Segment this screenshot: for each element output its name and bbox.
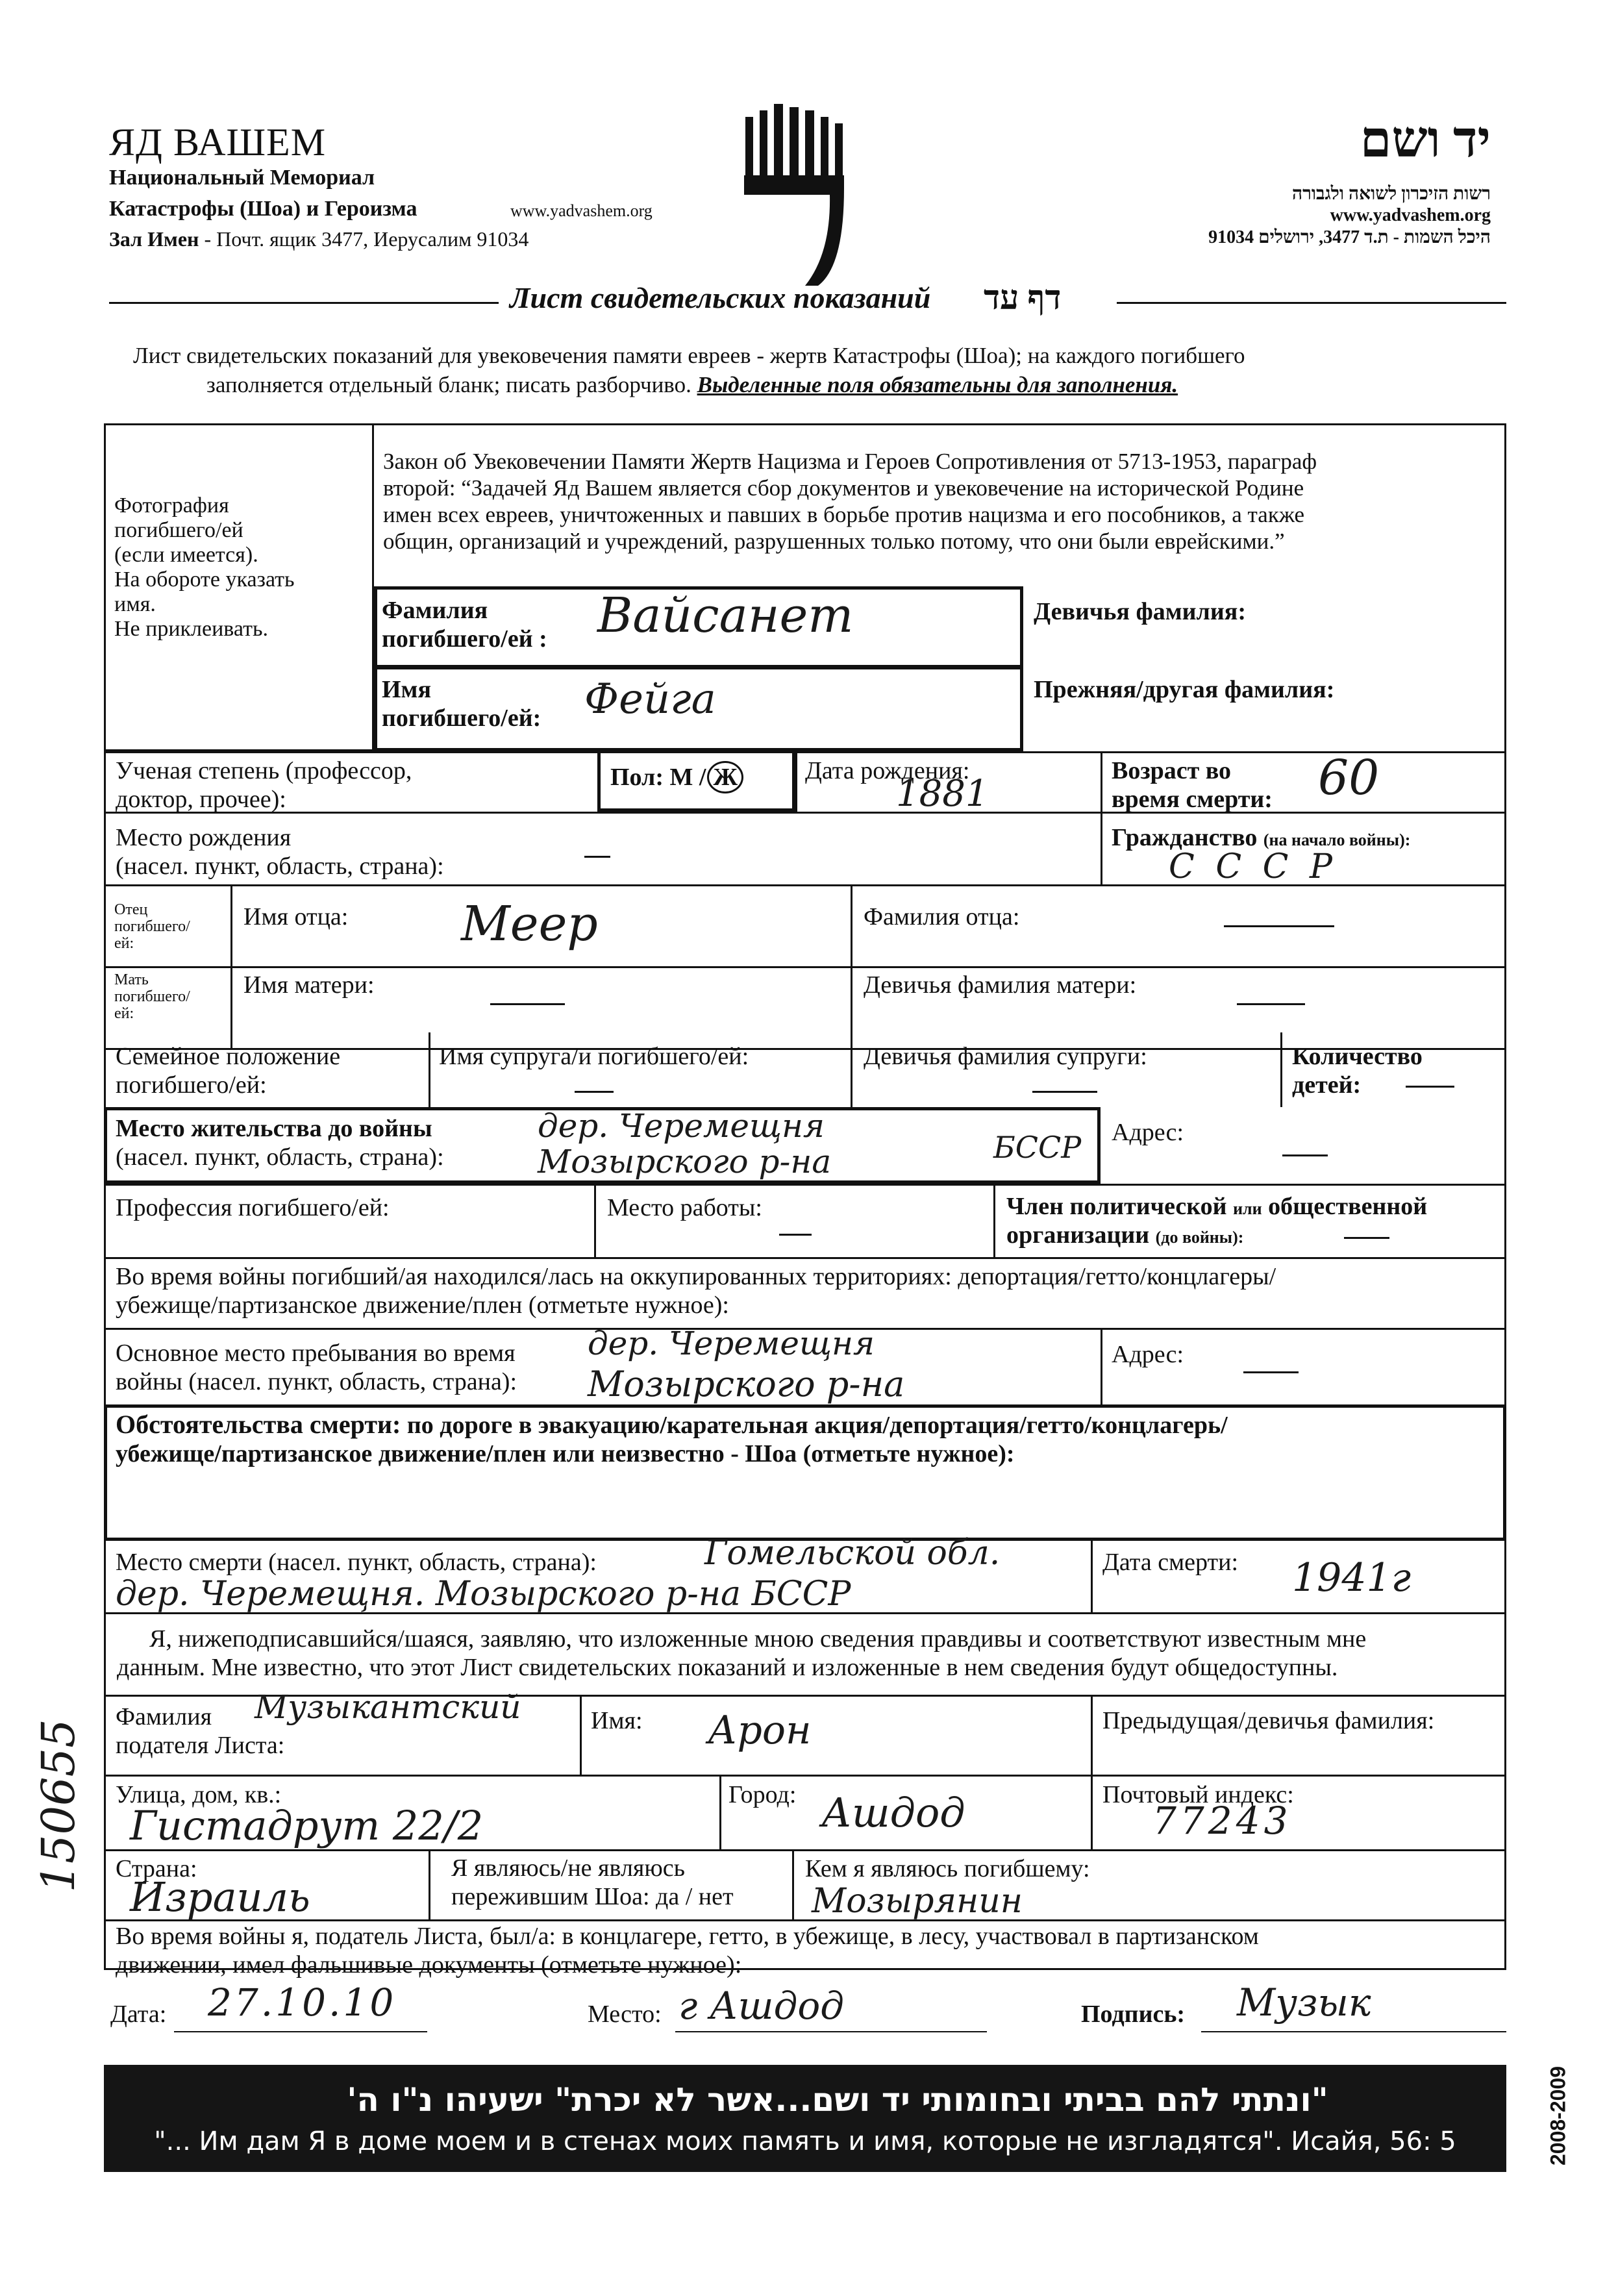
birthplace-label-2: (насел. пункт, область, страна): xyxy=(116,853,444,880)
sheet-title: Лист свидетельских показаний xyxy=(510,281,931,314)
row-rule-13 xyxy=(104,1919,1506,1921)
birthplace-label-1: Место рождения xyxy=(116,824,292,851)
org-title-he: יד ושם xyxy=(1360,111,1491,168)
v-submitter-prev xyxy=(1091,1695,1093,1775)
submitter-wartime-label xyxy=(116,1922,1259,1979)
org-subtitle-1: Национальный Мемориал xyxy=(109,166,375,190)
marital-label-1: Семейное положение xyxy=(116,1043,341,1070)
age-label xyxy=(1112,756,1273,814)
title-rule-left xyxy=(109,302,499,304)
circumstances-label xyxy=(116,1410,1228,1468)
mainplace-label-1: Основное место пребывания во время xyxy=(116,1340,516,1367)
survivor-label xyxy=(451,1854,734,1911)
submitter-wartime-2: движении, имел фальшивые документы (отметьте нужное): xyxy=(116,1951,742,1978)
v-birthdate-left xyxy=(795,751,797,812)
date-label: Дата: xyxy=(110,2001,167,2028)
residence-value-3: БССР xyxy=(993,1130,1082,1165)
photo-line-5: имя. xyxy=(114,592,156,616)
intro-line-1: Лист свидетельских показаний для увековечения памяти евреев - жертв Катастрофы (Шоа); на каждого погибшего xyxy=(133,343,1245,368)
place-line xyxy=(675,2031,987,2032)
father-surname-dash xyxy=(1224,925,1334,927)
sex-label-text: Пол: М / xyxy=(610,764,706,791)
spouse-maiden-label: Девичья фамилия супруги: xyxy=(864,1043,1147,1070)
surname-label xyxy=(382,596,547,653)
mother-name-label: Имя матери: xyxy=(243,971,375,999)
firstname-label-2: погибшего/ей: xyxy=(382,705,541,732)
org-subtitle-2: Катастрофы (Шоа) и Героизма xyxy=(109,197,417,221)
marital-label-2: погибшего/ей: xyxy=(116,1071,267,1099)
row-rule-11 xyxy=(104,1775,1506,1777)
footer-quote-he: "ונתתי להם בביתי ובחומותי יד ושם...אשר לא יכרת" ישעיהו נ"ו ה' xyxy=(347,2081,1328,2119)
age-value: 60 xyxy=(1318,750,1380,806)
photo-instructions xyxy=(114,493,295,642)
citizenship-value: С С С Р xyxy=(1169,847,1338,886)
sheet-title-he: דף עד xyxy=(984,280,1062,317)
circumstances-options: по дороге в эвакуацию/карательная акция/депортация/гетто/концлагерь/ xyxy=(401,1412,1228,1439)
father-side-2: погибшего/ xyxy=(114,918,190,935)
degree-label xyxy=(116,756,412,814)
record-number: 150655 xyxy=(32,1719,85,1893)
father-surname-label: Фамилия отца: xyxy=(864,903,1020,930)
submitter-surname-label-1: Фамилия xyxy=(116,1703,212,1730)
firstname-value: Фейга xyxy=(584,675,716,723)
v-age-left xyxy=(1101,751,1102,812)
v-workplace xyxy=(594,1184,596,1257)
mother-side-1: Мать xyxy=(114,971,149,988)
member-public: общественной xyxy=(1268,1193,1428,1220)
mainplace-address-label: Адрес: xyxy=(1112,1341,1184,1368)
postal-address: - Почт. ящик 3477, Иерусалим 91034 xyxy=(199,227,529,251)
mainplace-value-1: дер. Черемещня xyxy=(588,1325,875,1362)
father-side-1: Отец xyxy=(114,901,148,918)
relation-label: Кем я являюсь погибшему: xyxy=(805,1855,1090,1882)
member-label xyxy=(1006,1192,1427,1249)
street-value: Гистадрут 22/2 xyxy=(130,1802,484,1849)
degree-label-2: доктор, прочее): xyxy=(116,786,286,813)
deathplace-value-2: дер. Черемещня. Мозырского р-на БССР xyxy=(116,1575,851,1614)
member-prewar: (до войны): xyxy=(1155,1228,1244,1247)
v-zip xyxy=(1091,1775,1093,1849)
children-dash xyxy=(1406,1086,1454,1088)
org-he-line-3: היכל השמות - ת.ד 3477, ירושלים 91034 xyxy=(1208,227,1491,247)
law-text xyxy=(383,448,1317,555)
spouse-label: Имя супруга/и погибшего/ей: xyxy=(439,1043,749,1070)
citizenship-note: (на начало войны): xyxy=(1263,830,1411,849)
mother-maiden-dash xyxy=(1237,1003,1305,1005)
org-title-ru: ЯД ВАШЕМ xyxy=(109,121,327,164)
birthplace-label xyxy=(116,823,444,880)
hall-of-names: Зал Имен xyxy=(109,227,199,251)
firstname-label xyxy=(382,675,541,732)
photo-line-3: (если имеется). xyxy=(114,543,258,567)
residence-value-1: дер. Черемещня xyxy=(538,1107,825,1145)
city-label: Город: xyxy=(728,1781,797,1808)
deathplace-label: Место смерти (насел. пункт, область, страна): xyxy=(116,1549,597,1576)
v-citizenship-left xyxy=(1101,812,1102,884)
birthplace-dash xyxy=(584,856,610,858)
deathplace-value-1: Гомельской обл. xyxy=(704,1534,1001,1573)
v-spouse xyxy=(429,1032,430,1107)
v-father-surname xyxy=(851,884,852,966)
photo-line-2: погибшего/ей xyxy=(114,518,243,542)
workplace-dash xyxy=(779,1234,812,1236)
row-rule-12 xyxy=(104,1849,1506,1851)
country-value: Израиль xyxy=(130,1873,310,1921)
mother-maiden-label: Девичья фамилия матери: xyxy=(864,971,1137,999)
row-rule-4 xyxy=(104,966,1506,968)
birthdate-value: 1881 xyxy=(896,773,989,815)
age-label-2: время смерти: xyxy=(1112,786,1273,813)
yad-vashem-logo xyxy=(740,104,857,292)
residence-label-2: (насел. пункт, область, страна): xyxy=(116,1143,444,1171)
city-value: Ашдод xyxy=(821,1789,965,1836)
sex-value-female[interactable]: Ж xyxy=(707,761,743,793)
v-city xyxy=(719,1775,721,1849)
row-rule-2 xyxy=(104,812,1506,814)
row-rule-9 xyxy=(104,1612,1506,1614)
declaration-line-1: Я, нижеподписавшийся/шаяся, заявляю, что изложенные мною сведения правдивы и соответствуют известным мне xyxy=(149,1625,1367,1653)
v-relation xyxy=(792,1849,794,1919)
surname-label-2: погибшего/ей : xyxy=(382,625,547,653)
birthdate-label: Дата рождения: xyxy=(805,757,970,784)
title-rule-right xyxy=(1117,302,1506,304)
sex-label xyxy=(610,761,743,793)
submitter-surname-label-2: подателя Листа: xyxy=(116,1732,285,1759)
org-he-line-1: רשות הזיכרון לשואה ולגבורה xyxy=(1291,184,1491,204)
father-name-value: Меер xyxy=(461,896,598,952)
residence-label xyxy=(116,1114,444,1171)
law-line-3: имен всех евреев, уничтоженных и павших в борьбе против нацизма и его пособников, а также xyxy=(383,502,1305,527)
circumstances-label-1: Обстоятельства смерти: по дороге в эвакуацию/карательная акция/депортация/гетто/концлагерь/ xyxy=(116,1410,1228,1439)
v-spouse-maiden xyxy=(851,1032,852,1107)
age-label-1: Возраст во xyxy=(1112,757,1232,784)
v-submitter-name xyxy=(580,1695,582,1775)
degree-label-1: Ученая степень (профессор, xyxy=(116,757,412,784)
residence-label-1: Место жительства до войны xyxy=(116,1115,432,1142)
place-value: г Ашдод xyxy=(678,1984,845,2028)
org-he-line-2: www.yadvashem.org xyxy=(1330,205,1491,225)
law-line-4: общин, организаций и учреждений, разрушенных только потому, что они были еврейскими.” xyxy=(383,529,1285,554)
submitter-prev-label: Предыдущая/девичья фамилия: xyxy=(1102,1707,1435,1734)
footer-quote-ru: "... Им дам Я в доме моем и в стенах моих память и имя, которые не изгладятся". Исайя, 56: 5 xyxy=(154,2127,1456,2156)
photo-line-6: Не приклеивать. xyxy=(114,617,268,641)
row-rule-7 xyxy=(104,1257,1506,1259)
maiden-name-label: Девичья фамилия: xyxy=(1034,598,1246,625)
submitter-name-label: Имя: xyxy=(591,1707,643,1734)
deathdate-label: Дата смерти: xyxy=(1102,1549,1239,1576)
photo-line-1: Фотография xyxy=(114,493,229,518)
mother-name-dash xyxy=(490,1003,565,1005)
other-surname-label: Прежняя/другая фамилия: xyxy=(1034,676,1335,703)
row-rule-1 xyxy=(104,751,1506,753)
circumstances-label-2: убежище/партизанское движение/плен или неизвестно - Шоа (отметьте нужное): xyxy=(116,1440,1015,1467)
country-label: Страна: xyxy=(116,1855,197,1882)
submitter-wartime-1: Во время войны я, податель Листа, был/а: в концлагере, гетто, в убежище, в лесу, участвовал в партизанском xyxy=(116,1923,1259,1950)
profession-label: Профессия погибшего/ей: xyxy=(116,1194,390,1221)
spouse-maiden-dash xyxy=(1032,1091,1097,1093)
survivor-label-1: Я являюсь/не являюсь xyxy=(451,1854,685,1882)
declaration-text xyxy=(117,1625,1367,1682)
father-side-3: ей: xyxy=(114,935,134,952)
submitter-name-value: Арон xyxy=(708,1708,812,1753)
spouse-dash xyxy=(575,1091,614,1093)
wartime-label-1: Во время войны погибший/ая находился/лась на оккупированных территориях: депортация/гетто/концлагеры/ xyxy=(116,1263,1276,1290)
surname-label-1: Фамилия xyxy=(382,597,488,624)
mainplace-value-2: Мозырского р-на xyxy=(588,1364,905,1404)
wartime-label xyxy=(116,1262,1276,1319)
row-rule-3 xyxy=(104,884,1506,886)
signature-value: Музык xyxy=(1237,1980,1371,2025)
edition-years: 2008-2009 xyxy=(1546,2065,1570,2166)
zip-value: 77243 xyxy=(1152,1799,1292,1843)
submitter-surname-value: Музыкантский xyxy=(255,1688,521,1726)
row-rule-6 xyxy=(104,1184,1506,1186)
date-value: 27.10.10 xyxy=(208,1980,397,2025)
father-side-label xyxy=(114,901,190,952)
mainplace-label xyxy=(116,1339,517,1396)
relation-value: Мозырянин xyxy=(812,1882,1023,1921)
law-line-2: второй: “Задачей Яд Вашем является сбор документов и увековечение на исторической Родине xyxy=(383,475,1304,501)
member-or: или xyxy=(1233,1199,1262,1218)
date-line xyxy=(174,2031,427,2032)
citizenship-label-text: Гражданство xyxy=(1112,824,1258,851)
children-label xyxy=(1292,1042,1423,1099)
wartime-label-2: убежище/партизанское движение/плен (отметьте нужное): xyxy=(116,1292,729,1319)
zip-label: Почтовый индекс: xyxy=(1102,1781,1294,1808)
mother-side-3: ей: xyxy=(114,1005,134,1022)
intro-line-2 xyxy=(206,372,1178,398)
marital-label xyxy=(116,1042,340,1099)
org-address-line xyxy=(109,227,529,251)
signature-label: Подпись: xyxy=(1081,2001,1186,2028)
children-label-1: Количество xyxy=(1292,1043,1423,1070)
residence-value-2: Мозырского р-на xyxy=(538,1143,832,1180)
survivor-label-2[interactable]: пережившим Шоа: да / нет xyxy=(451,1883,734,1910)
declaration-line-2: данным. Мне известно, что этот Лист свидетельских показаний и изложенные в нем сведения будут общедоступны. xyxy=(117,1654,1338,1681)
mainplace-label-2: войны (насел. пункт, область, страна): xyxy=(116,1368,517,1395)
v-member xyxy=(993,1184,995,1257)
v-survivor xyxy=(429,1849,430,1919)
intro-legibility: заполняется отдельный бланк; писать разборчиво. xyxy=(206,372,691,397)
signature-line xyxy=(1201,2031,1506,2032)
member-dash xyxy=(1344,1237,1389,1239)
deathdate-value: 1941г xyxy=(1292,1555,1412,1601)
residence-address-label: Адрес: xyxy=(1112,1119,1184,1146)
photo-line-4: На обороте указать xyxy=(114,568,295,592)
street-label: Улица, дом, кв.: xyxy=(116,1781,282,1808)
v-mainplace-address xyxy=(1101,1328,1102,1404)
member-label-1: Член политической или общественной xyxy=(1006,1193,1428,1220)
member-label-2: организации (до войны): xyxy=(1006,1221,1244,1249)
residence-address-dash xyxy=(1282,1154,1328,1156)
workplace-label: Место работы: xyxy=(607,1194,762,1221)
required-fields-note: Выделенные поля обязательны для заполнения. xyxy=(697,372,1178,397)
v-children xyxy=(1280,1032,1282,1107)
v-deathdate xyxy=(1091,1541,1093,1612)
children-label-2: детей: xyxy=(1292,1071,1362,1099)
surname-value: Вайсанет xyxy=(597,588,854,643)
father-name-label: Имя отца: xyxy=(243,903,349,930)
law-line-1: Закон об Увековечении Памяти Жертв Нацизма и Героев Сопротивления от 5713-1953, параграф xyxy=(383,449,1317,474)
org-url-left: www.yadvashem.org xyxy=(510,201,653,220)
mainplace-address-dash xyxy=(1243,1371,1299,1373)
place-label: Место: xyxy=(588,2001,662,2028)
firstname-label-1: Имя xyxy=(382,676,431,703)
mother-side-label xyxy=(114,971,190,1022)
mother-side-2: погибшего/ xyxy=(114,988,190,1005)
